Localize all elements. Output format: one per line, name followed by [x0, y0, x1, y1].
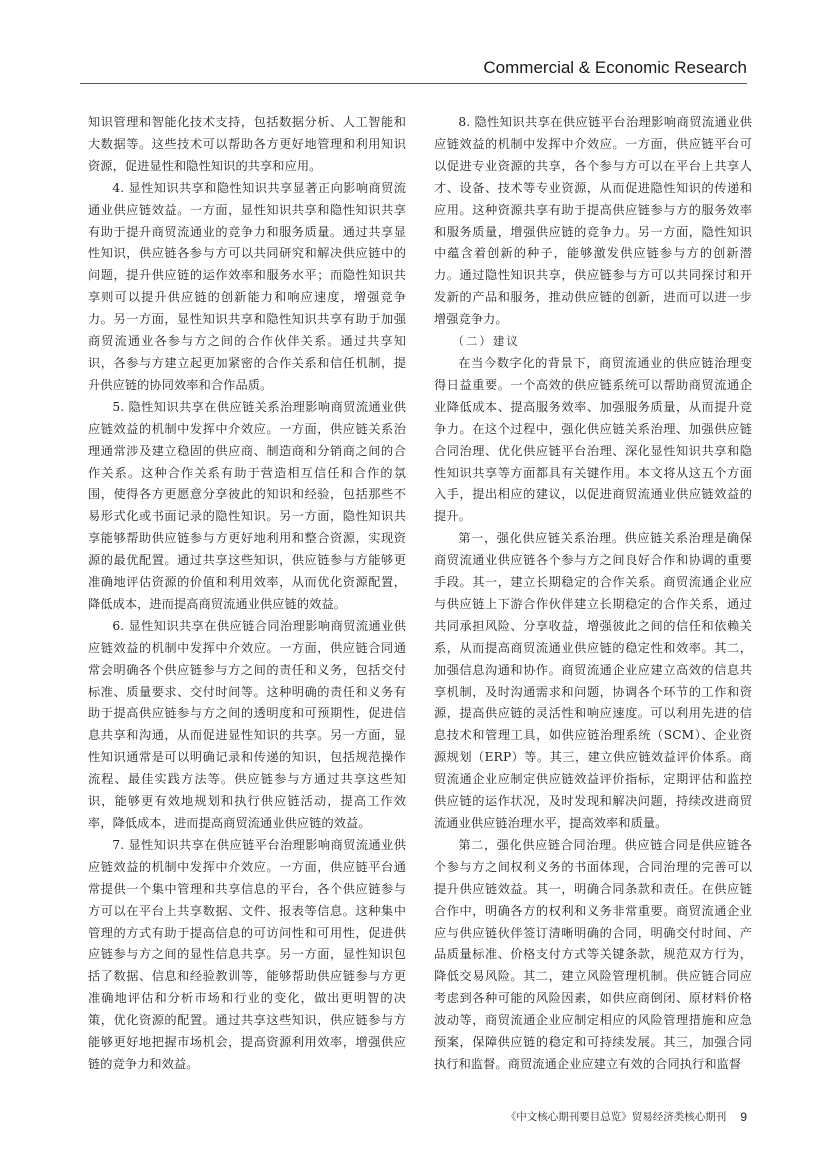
section-heading-suggestions: （二）建议: [452, 334, 520, 349]
paragraph-suggestions-intro: 在当今数字化的背景下，商贸流通业的供应链治理变得日益重要。一个高效的供应链系统可以帮助商贸流通企业降低成本、提高服务效率、加强服务质量，从而提升竞争力。在这个过程中，强化供应链关系治理、加强供应链合同治理、优化供应链平台治理、深化显性知识共享和隐性知识共享等方面都具有关键作用。本文将从这五个方面入手，提出相应的建议，以促进商贸流通业供应链效益的提升。: [434, 355, 752, 524]
paragraph-continued: 知识管理和智能化技术支持，包括数据分析、人工智能和大数据等。这些技术可以帮助各方更好地管理和利用知识资源，促进显性和隐性知识的共享和应用。: [88, 115, 406, 173]
right-column: [434, 112, 752, 1076]
header-rule: [80, 83, 747, 84]
paragraph-finding-5: 5. 隐性知识共享在供应链关系治理影响商贸流通业供应链效益的机制中发挥中介效应。一方面，供应链关系治理通常涉及建立稳固的供应商、制造商和分销商之间的合作关系。这种合作关系有助于营造相互信任和合作的氛围，使得各方更愿意分享彼此的知识和经验，包括那些不易形式化或书面记录的隐性知识。另一方面，隐性知识共享能够帮助供应链参与方更好地利用和整合资源，实现资源的最优配置。通过共享这些知识，供应链参与方能够更准确地评估资源的价值和利用效率，从而优化资源配置，降低成本，进而提高商贸流通业供应链的效益。: [88, 399, 406, 611]
paragraph-finding-4: 4. 显性知识共享和隐性知识共享显著正向影响商贸流通业供应链效益。一方面，显性知识共享和隐性知识共享有助于提升商贸流通业的竞争力和服务质量。通过共享显性知识，供应链各参与方可以共同研究和解决供应链中的问题，提升供应链的运作效率和服务水平；而隐性知识共享则可以提升供应链的创新能力和响应速度，增强竞争力。另一方面，显性知识共享和隐性知识共享有助于加强商贸流通业各参与方之间的合作伙伴关系。通过共享知识，各参与方建立起更加紧密的合作关系和信任机制，提升供应链的协同效率和合作品质。: [88, 180, 406, 392]
journal-name: Commercial & Economic Research: [483, 58, 747, 77]
paragraph-finding-8: 8. 隐性知识共享在供应链平台治理影响商贸流通业供应链效益的机制中发挥中介效应。一方面，供应链平台可以促进专业资源的共享，各个参与方可以在平台上共享人才、设备、技术等专业资源，从而促进隐性知识的传递和应用。这种资源共享有助于提高供应链参与方的服务效率和服务质量，增强供应链的竞争力。另一方面，隐性知识中蕴含着创新的种子，能够激发供应链参与方的创新潜力。通过隐性知识共享，供应链参与方可以共同探讨和开发新的产品和服务，推动供应链的创新，进而可以进一步增强竞争力。: [434, 115, 752, 327]
left-column: [88, 112, 406, 1076]
paragraph-finding-7: 7. 显性知识共享在供应链平台治理影响商贸流通业供应链效益的机制中发挥中介效应。一方面，供应链平台通常提供一个集中管理和共享信息的平台，各个供应链参与方可以在平台上共享数据、文件、报表等信息。这种集中管理的方式有助于提高信息的可访问性和可用性，促进供应链参与方之间的显性信息共享。另一方面，显性知识包括了数据、信息和经验教训等，能够帮助供应链参与方更准确地评估和分析市场和行业的变化，做出更明智的决策，优化资源的配置。通过共享这些知识，供应链参与方能够更好地把握市场机会，提高资源利用效率，增强供应链的竞争力和效益。: [88, 837, 406, 1071]
page-footer: [506, 1109, 747, 1124]
footer-catalog: 《中文核心期刊要目总览》贸易经济类核心期刊: [505, 1111, 727, 1123]
paragraph-suggestion-1: 第一，强化供应链关系治理。供应链关系治理是确保商贸流通业供应链各个参与方之间良好合作和协调的重要手段。其一，建立长期稳定的合作关系。商贸流通企业应与供应链上下游合作伙伴建立长期稳定的合作关系，通过共同承担风险、分享收益，增强彼此之间的信任和依赖关系，从而提高商贸流通业供应链的稳定性和效率。其二，加强信息沟通和协作。商贸流通企业应建立高效的信息共享机制，及时沟通需求和问题，协调各个环节的工作和资源，提高供应链的灵活性和响应速度。可以利用先进的信息技术和管理工具，如供应链治理系统（SCM）、企业资源规划（ERP）等。其三，建立供应链效益评价体系。商贸流通企业应制定供应链效益评价指标，定期评估和监控供应链的运作状况，及时发现和解决问题，持续改进商贸流通业供应链治理水平，提高效率和质量。: [434, 531, 752, 830]
paragraph-finding-6: 6. 显性知识共享在供应链合同治理影响商贸流通业供应链效益的机制中发挥中介效应。一方面，供应链合同通常会明确各个供应链参与方之间的责任和义务，包括交付标准、质量要求、交付时间等。这种明确的责任和义务有助于提高供应链参与方之间的透明度和可预期性，促进信息共享和沟通，从而促进显性知识的共享。另一方面，显性知识通常是可以明确记录和传递的知识，包括规范操作流程、最佳实践方法等。供应链参与方通过共享这些知识，能够更有效地规划和执行供应链活动，提高工作效率，降低成本，进而提高商贸流通业供应链的效益。: [88, 618, 406, 830]
page-number: 9: [740, 1109, 747, 1124]
paragraph-suggestion-2: 第二，强化供应链合同治理。供应链合同是供应链各个参与方之间权利义务的书面体现，合同治理的完善可以提升供应链效益。其一，明确合同条款和责任。在供应链合作中，明确各方的权利和义务非常重要。商贸流通企业应与供应链伙伴签订清晰明确的合同，明确交付时间、产品质量标准、价格支付方式等关键条款，规范双方行为，降低交易风险。其二，建立风险管理机制。供应链合同应考虑到各种可能的风险因素，如供应商倒闭、原材料价格波动等，商贸流通企业应制定相应的风险管理措施和应急预案，保障供应链的稳定和可持续发展。其三，加强合同执行和监督。商贸流通企业应建立有效的合同执行和监督: [434, 837, 752, 1071]
